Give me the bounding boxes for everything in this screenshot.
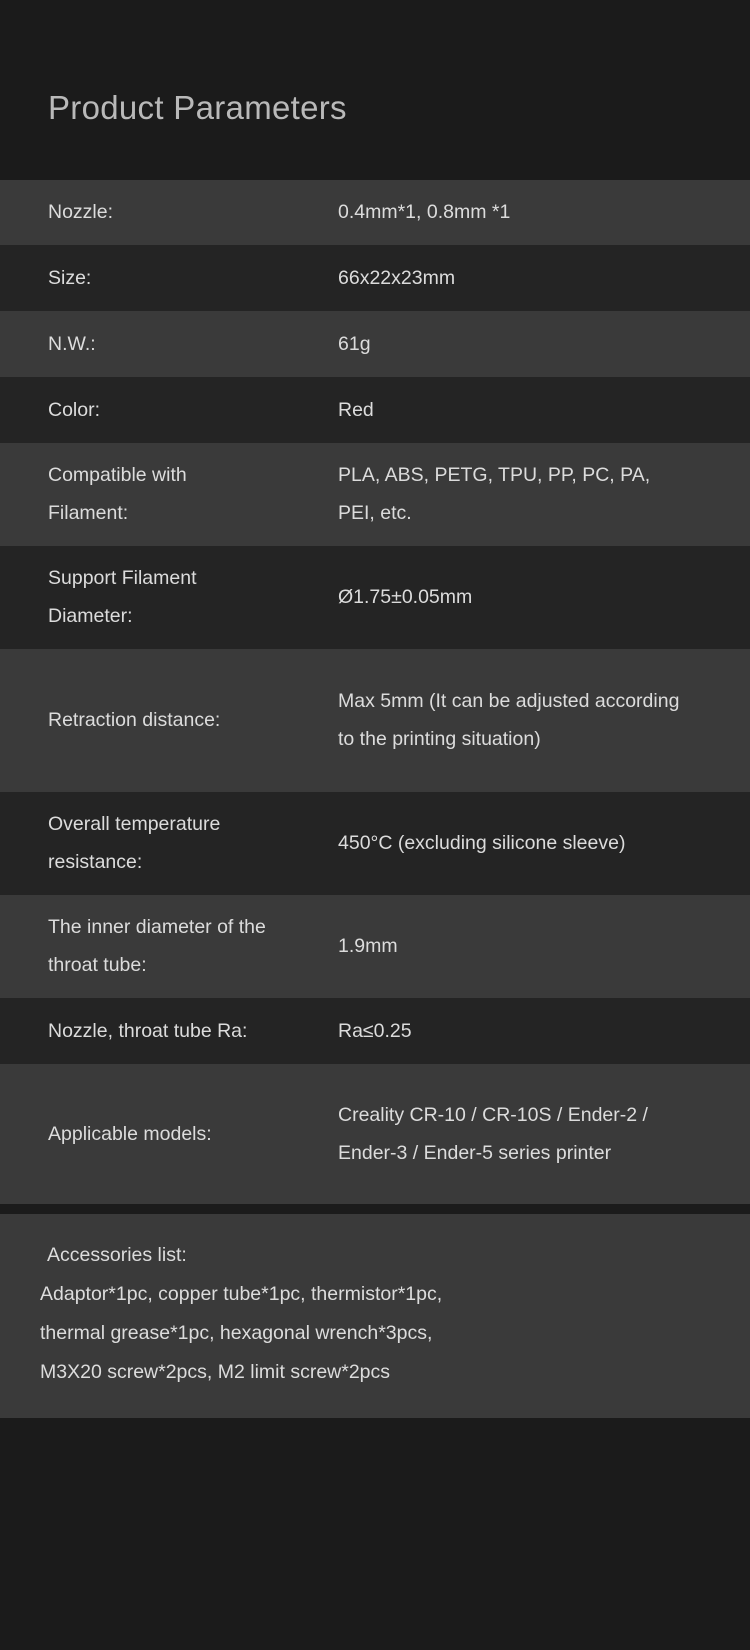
spec-value: PLA, ABS, PETG, TPU, PP, PC, PA, PEI, etc. — [338, 464, 651, 525]
table-row — [0, 1064, 750, 1204]
spec-value: 66x22x23mm — [338, 266, 456, 289]
spec-value: Max 5mm (It can be adjusted according to the printing situation) — [338, 690, 680, 751]
accessories-line: Adaptor*1pc, copper tube*1pc, thermistor*1pc, — [40, 1282, 443, 1305]
accessories-title: Accessories list: — [47, 1243, 187, 1266]
spec-value: 0.4mm*1, 0.8mm *1 — [338, 201, 511, 224]
table-row — [0, 443, 750, 546]
spec-label: N.W.: — [48, 332, 96, 355]
spec-label: Support Filament Diameter: — [48, 567, 197, 628]
spec-value: 450°C (excluding silicone sleeve) — [338, 832, 626, 855]
table-row — [0, 895, 750, 998]
spec-label: Overall temperature resistance: — [48, 813, 221, 874]
table-row — [0, 311, 750, 377]
spec-value: Creality CR-10 / CR-10S / Ender-2 / Ender-3 / Ender-5 series printer — [338, 1103, 648, 1164]
spec-value: 1.9mm — [338, 935, 398, 958]
table-row — [0, 998, 750, 1064]
accessories-section — [0, 1214, 750, 1418]
table-row — [0, 180, 750, 245]
page-title: Product Parameters — [48, 89, 347, 126]
spec-value: Ra≤0.25 — [338, 1019, 412, 1042]
spec-value: Red — [338, 398, 374, 421]
table-row — [0, 377, 750, 443]
section-divider — [0, 1204, 750, 1214]
spec-label: Nozzle, throat tube Ra: — [48, 1019, 248, 1042]
spec-label: The inner diameter of the throat tube: — [48, 916, 266, 977]
spec-label: Compatible with Filament: — [48, 464, 187, 525]
spec-value: 61g — [338, 332, 371, 355]
table-row — [0, 245, 750, 311]
table-row — [0, 546, 750, 649]
table-row — [0, 792, 750, 895]
spec-label: Nozzle: — [48, 201, 114, 224]
spec-label: Color: — [48, 398, 101, 421]
footer-space — [0, 1418, 750, 1638]
accessories-line: thermal grease*1pc, hexagonal wrench*3pcs, — [40, 1321, 433, 1344]
spec-value: Ø1.75±0.05mm — [338, 586, 473, 609]
spec-label: Retraction distance: — [48, 709, 221, 732]
specifications-table — [0, 180, 750, 1204]
table-row — [0, 649, 750, 792]
spec-label: Size: — [48, 266, 92, 289]
spec-label: Applicable models: — [48, 1122, 212, 1145]
accessories-line: M3X20 screw*2pcs, M2 limit screw*2pcs — [40, 1360, 391, 1383]
